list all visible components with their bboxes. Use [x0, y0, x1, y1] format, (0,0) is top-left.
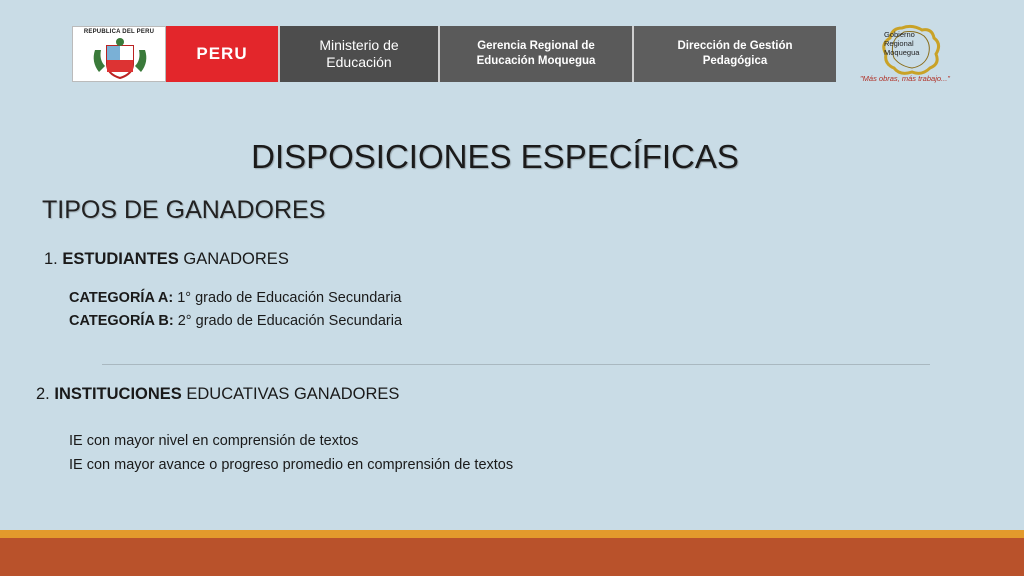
- category-b-label: CATEGORÍA B:: [69, 313, 174, 329]
- minedu-line2: Educación: [326, 54, 392, 70]
- gobierno-line3: Moquegua: [884, 48, 920, 57]
- minedu-label: [278, 26, 438, 82]
- category-b: [69, 313, 402, 329]
- gobierno-text: [884, 30, 919, 57]
- coat-of-arms-icon: [91, 36, 149, 80]
- gre-label: [438, 26, 632, 82]
- gre-line2: Educación Moquegua: [476, 55, 596, 67]
- section2-number: 2.: [36, 385, 55, 403]
- section2-rest: EDUCATIVAS GANADORES: [181, 385, 400, 403]
- gobierno-line2: Regional: [884, 39, 914, 48]
- category-a: [69, 290, 401, 306]
- footer-band-orange: [0, 530, 1024, 538]
- section-institutions-heading: [36, 385, 399, 404]
- minedu-line1: Ministerio de: [319, 37, 399, 53]
- dgp-label: [632, 26, 836, 82]
- category-a-text: 1° grado de Educación Secundaria: [173, 290, 402, 306]
- crest-text: REPUBLICA DEL PERU: [83, 29, 155, 35]
- dgp-line1: Dirección de Gestión: [677, 40, 793, 52]
- gobierno-motto: "Más obras, más trabajo...": [860, 74, 950, 83]
- page-title: DISPOSICIONES ESPECÍFICAS: [251, 138, 739, 175]
- page-subtitle: TIPOS DE GANADORES: [42, 196, 326, 224]
- institution-item: IE con mayor avance o progreso promedio en comprensión de textos: [69, 457, 514, 473]
- peru-label: PERU: [166, 26, 278, 82]
- category-b-text: 2° grado de Educación Secundaria: [173, 313, 403, 329]
- gre-line1: Gerencia Regional de: [477, 40, 595, 52]
- institution-item: IE con mayor nivel en comprensión de textos: [69, 433, 359, 449]
- ministry-header: [72, 26, 836, 82]
- peru-crest-logo: [72, 26, 166, 82]
- section1-rest: GANADORES: [178, 250, 289, 268]
- footer-band-rust: [0, 538, 1024, 576]
- section1-bold: ESTUDIANTES: [62, 250, 179, 268]
- section-students-heading: [44, 250, 289, 269]
- category-a-label: CATEGORÍA A:: [69, 290, 174, 306]
- dgp-line2: Pedagógica: [702, 55, 768, 67]
- section2-bold: INSTITUCIONES: [54, 385, 182, 403]
- divider: [102, 364, 930, 365]
- section1-number: 1.: [44, 250, 63, 268]
- gobierno-line1: Gobierno: [884, 30, 915, 39]
